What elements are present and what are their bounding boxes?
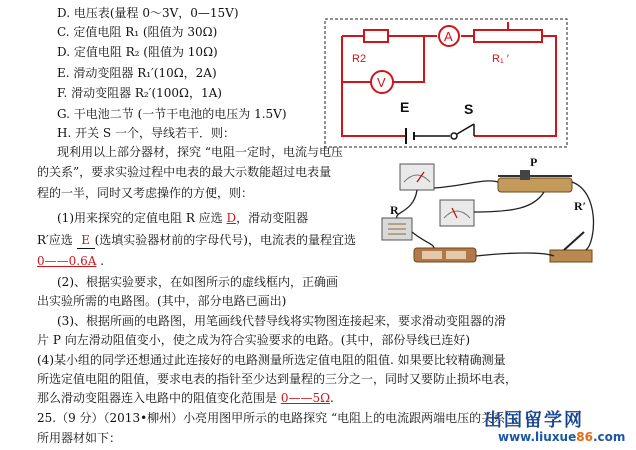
answer-rheostat: E (77, 232, 95, 249)
label-r2: R2 (352, 53, 367, 65)
question-2-line-1: (2)、根据实验要求，在如图所示的虚线框内，正确画 (57, 275, 339, 289)
apparatus-label-p: P (530, 155, 538, 169)
answer-ammeter-range: 0——0.6A (37, 254, 97, 268)
watermark-title: 出国留学网 (484, 410, 584, 431)
question-4-line-3 (37, 390, 334, 406)
apparatus-label-r-prime: R′ (574, 199, 587, 213)
question-1-text-e: . (96, 254, 105, 268)
switch-label: S (464, 101, 474, 117)
watermark-url (498, 430, 625, 444)
watermark-url-part-a: www.liuxue (498, 430, 577, 444)
option-c-resistor-r1: C. 定值电阻 R₁ (阻值为 30Ω) (57, 25, 218, 39)
question-1-text-d: (选填实验器材前的字母代号)，电流表的量程宜选 (94, 233, 356, 247)
answer-resistance-range: 0——5Ω (280, 391, 331, 405)
question-1-text-b: ，滑动变阻器 (236, 211, 309, 225)
question-1-line-1 (57, 210, 308, 226)
option-e-rheostat-r1: E. 滑动变阻器 R₁′(10Ω，2A) (57, 66, 217, 80)
rheostat-r1 (474, 30, 542, 42)
battery-symbol (406, 128, 414, 144)
question-1-text-a: (1)用来探究的定值电阻 R 应选 (57, 211, 227, 225)
question-4-text-a: 那么滑动变阻器连入电路中的阻值变化范围是 (37, 391, 281, 405)
label-r1-prime: R₁ ′ (492, 53, 509, 65)
question-25-line-1: 25.（9 分）（2013•柳州）小亮用图甲所示的电路探究 “电阻上的电流跟两端电压的关系”， (37, 411, 524, 425)
option-g-battery: G. 干电池二节 (一节干电池的电压为 1.5V) (57, 107, 287, 121)
voltmeter-device (400, 164, 434, 190)
question-25-line-2: 所用器材如下： (37, 431, 122, 445)
watermark-url-part-c: .com (592, 430, 626, 444)
option-f-rheostat-r2: F. 滑动变阻器 R₂′(100Ω，1A) (57, 86, 222, 100)
question-1-line-3 (37, 253, 104, 269)
question-4-text-b: . (330, 391, 334, 405)
option-d-resistor-r2: D. 定值电阻 R₂ (阻值为 10Ω) (57, 45, 218, 59)
switch-blade (457, 124, 474, 136)
question-1-line-2 (37, 232, 356, 249)
battery-holder-device (414, 248, 476, 262)
resistor-r-device (382, 218, 412, 240)
rheostat-device (498, 170, 572, 192)
intro-line-3: 程的一半，同时又考虑操作的方便，则： (37, 186, 254, 200)
question-4-line-2: 所选定值电阻的阻值，要求电表的指针至少达到量程的三分之一，同时又要防止损坏电表， (37, 372, 518, 386)
watermark-url-part-b: 86 (576, 430, 593, 444)
apparatus-label-r: R (390, 203, 399, 217)
circuit-diagram (324, 18, 568, 148)
site-watermark (468, 406, 636, 450)
voltmeter-label: V (377, 75, 386, 90)
knife-switch-device (550, 232, 592, 262)
question-2-line-2: 出实验所需的电路图。(其中，部分电路已画出) (37, 294, 287, 308)
battery-label: E (400, 99, 410, 115)
question-3-line-1: (3)、根据所画的电路图，用笔画线代替导线将实物图连接起来，要求滑动变阻器的滑 (57, 314, 507, 328)
intro-line-2: 的关系”，要求实验过程中电表的最大示数能超过电表量 (37, 165, 332, 179)
ammeter-label: A (444, 29, 453, 44)
apparatus-illustration (374, 152, 612, 274)
resistor-r2 (364, 30, 388, 42)
question-4-line-1: (4)某小组的同学还想通过此连接好的电路测量所选定值电阻的阻值. 如果要比较精确测量 (37, 353, 506, 367)
question-1-text-c: R′应选 (37, 233, 77, 247)
ammeter-device (440, 200, 474, 226)
question-3-line-2: 片 P 向左滑动阻值变小，使之成为符合实验要求的电路。(其中，部份导线已连好) (37, 333, 471, 347)
option-d-voltmeter: D. 电压表(量程 0～3V，0—15V) (57, 6, 239, 20)
option-h-switch: H. 开关 S 一个，导线若干．则： (57, 126, 235, 140)
switch-pivot (451, 133, 457, 139)
answer-resistor: D (226, 211, 237, 225)
intro-line-1: 现利用以上部分器材，探究 “电阻一定时，电流与电压 (57, 145, 343, 159)
